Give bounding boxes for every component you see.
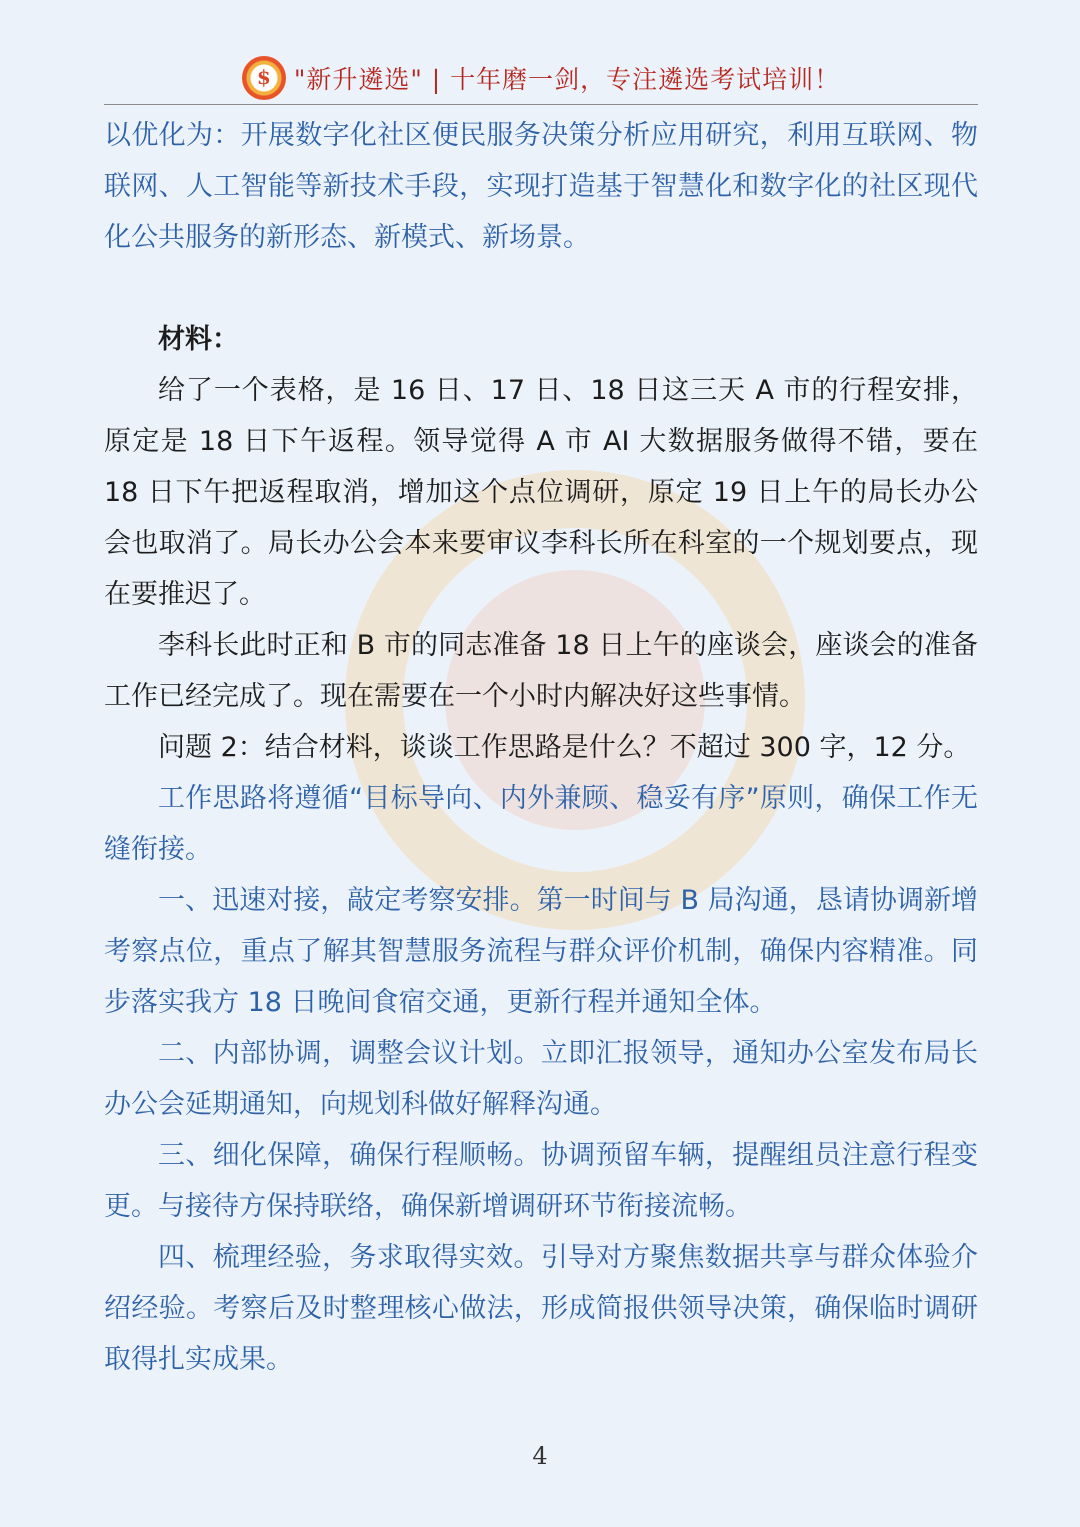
brand-logo-icon xyxy=(242,56,286,100)
answer-point-1: 一、迅速对接，敲定考察安排。第一时间与 B 局沟通，恳请协调新增考察点位，重点了解其智慧服务流程与群众评价机制，确保内容精准。同步落实我方 18 日晚间食宿交通，更新行程并通知全体。 xyxy=(104,885,978,1018)
optimized-statement: 以优化为：开展数字化社区便民服务决策分析应用研究，利用互联网、物联网、人工智能等新技术手段，实现打造基于智慧化和数字化的社区现代化公共服务的新形态、新模式、新场景。 xyxy=(104,120,978,253)
paragraph-spacer xyxy=(104,263,978,314)
answer-point-2: 二、内部协调，调整会议计划。立即汇报领导，通知办公室发布局长办公会延期通知，向规划科做好解释沟通。 xyxy=(104,1038,978,1120)
answer-point-4: 四、梳理经验，务求取得实效。引导对方聚焦数据共享与群众体验介绍经验。考察后及时整理核心做法，形成简报供领导决策，确保临时调研取得扎实成果。 xyxy=(104,1242,978,1375)
header-slogan: "新升遴选" | 十年磨一剑，专注遴选考试培训！ xyxy=(293,65,841,94)
page-number: 4 xyxy=(532,1442,548,1470)
answer-point-3: 三、细化保障，确保行程顺畅。协调预留车辆，提醒组员注意行程变更。与接待方保持联络，确保新增调研环节衔接流畅。 xyxy=(104,1140,978,1222)
document-body xyxy=(104,110,978,1385)
question-text: 问题 2：结合材料，谈谈工作思路是什么？不超过 300 字，12 分。 xyxy=(158,732,971,763)
material-label: 材料： xyxy=(158,324,239,355)
material-paragraph-1: 给了一个表格，是 16 日、17 日、18 日这三天 A 市的行程安排，原定是 18 日下午返程。领导觉得 A 市 AI 大数据服务做得不错，要在 18 日下午把返程取消，增加这个点位调研，原定 19 日上午的局长办公会也取消了。局长办公会本来要审议李科长所在科室的一个规划要点，现在要推迟了。 xyxy=(104,375,978,610)
answer-intro: 工作思路将遵循“目标导向、内外兼顾、稳妥有序”原则，确保工作无缝衔接。 xyxy=(104,783,978,865)
page-header xyxy=(104,52,978,105)
material-paragraph-2: 李科长此时正和 B 市的同志准备 18 日上午的座谈会，座谈会的准备工作已经完成了。现在需要在一个小时内解决好这些事情。 xyxy=(104,630,978,712)
